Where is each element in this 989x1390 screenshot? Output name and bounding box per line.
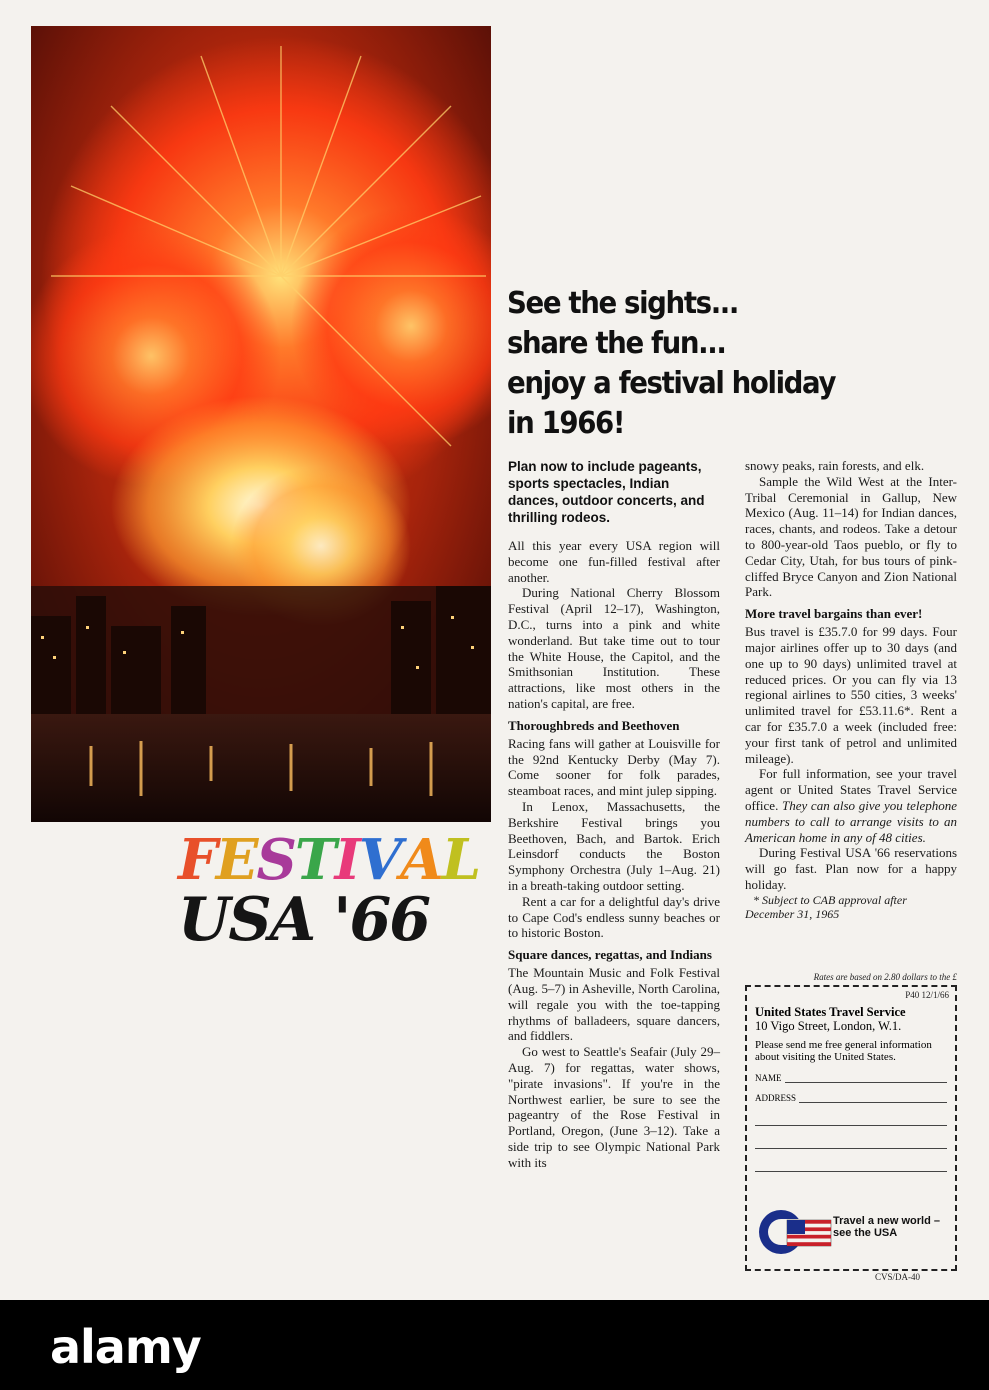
body-column-right bbox=[745, 458, 957, 921]
paragraph: In Lenox, Massachusetts, the Berkshire Festival brings you Beethoven, Bach, and Bartok. Erich Leinsdorf conducts the Boston Symphony Orchestra (July 1–Aug. 21) in a breath-taking outdoor setting. bbox=[508, 798, 720, 893]
paragraph: Bus travel is £35.7.0 for 99 days. Four major airlines offer up to 30 days (and one up to 90 days) unlimited travel at reduced prices. Or you can fly via 13 regional airlines to 550 cities, 3 weeks' unlimited travel for £53.11.6*. Rent a car for £35.7.0 a week (included free: your first tank of petrol and unlimited mileage). bbox=[745, 624, 957, 766]
headline-line-3: enjoy a festival holiday bbox=[507, 366, 836, 401]
festival-letter: A bbox=[400, 827, 442, 893]
paragraph: During Festival USA '66 reservations will go fast. Plan now for a happy holiday. bbox=[745, 845, 957, 892]
us-flag-icon bbox=[787, 1220, 831, 1246]
paragraph: snowy peaks, rain forests, and elk. bbox=[745, 458, 925, 473]
subheading: Thoroughbreds and Beethoven bbox=[508, 717, 680, 733]
subheading: Square dances, regattas, and Indians bbox=[508, 947, 712, 963]
fireworks-photo bbox=[31, 26, 491, 822]
slogan-line-1: Travel a new world – bbox=[833, 1215, 940, 1227]
usts-emblem bbox=[757, 1205, 947, 1259]
footer-code: CVS/DA-40 bbox=[875, 1272, 921, 1282]
usa-66-wordmark: USA '66 bbox=[178, 885, 429, 955]
festival-letter: F bbox=[178, 827, 216, 893]
paragraph: During National Cherry Blossom Festival (April 12–17), Washington, D.C., turns into a pink and white wonderland. But take time out to tour the White House, the Capitol, and the Smithsonian Institution. These attractions, like most others in the nation's capital, are free. bbox=[508, 585, 720, 711]
festival-usa-66-logo bbox=[178, 827, 498, 955]
headline-line-1: See the sights... bbox=[507, 286, 739, 321]
address-line[interactable] bbox=[755, 1103, 947, 1126]
paragraph: Racing fans will gather at Louisville for the 92nd Kentucky Derby (May 7). Come sooner for folk parades, steamboat races, and mint julep sipping. bbox=[508, 735, 720, 799]
paragraph-plain: For full information, see your travel agent or United States Travel Service office. bbox=[745, 766, 957, 813]
headline-line-2: share the fun... bbox=[507, 326, 726, 361]
festival-letter: I bbox=[334, 827, 359, 893]
festival-letter: T bbox=[294, 827, 335, 893]
festival-letter: V bbox=[358, 827, 401, 893]
address-line[interactable] bbox=[755, 1149, 947, 1172]
watermark-bar bbox=[0, 1300, 989, 1390]
coupon-code: P40 12/1/66 bbox=[905, 990, 949, 1000]
headline-line-4: in 1966! bbox=[507, 406, 625, 441]
slogan bbox=[833, 1215, 940, 1239]
coupon-address: 10 Vigo Street, London, W.1. bbox=[755, 1019, 902, 1033]
reply-coupon[interactable] bbox=[745, 985, 957, 1271]
rates-note: Rates are based on 2.80 dollars to the £ bbox=[813, 972, 957, 982]
name-line[interactable] bbox=[785, 1073, 948, 1083]
address-field[interactable] bbox=[755, 1093, 947, 1103]
festival-letter: S bbox=[256, 827, 295, 893]
festival-letter: L bbox=[441, 827, 480, 893]
watermark-logo: alamy bbox=[50, 1320, 201, 1374]
paragraph: Rent a car for a delightful day's drive to Cape Cod's endless sunny beaches or to historic Boston. bbox=[508, 893, 720, 941]
paragraph-italic: They can also give you telephone numbers to call to arrange visits to an American home in any of 48 cities. bbox=[745, 797, 957, 845]
subheading: More travel bargains than ever! bbox=[745, 606, 923, 622]
festival-wordmark bbox=[178, 827, 498, 893]
paragraph: All this year every USA region will become one fun-filled festival after another. bbox=[508, 538, 720, 585]
footnote: * Subject to CAB approval after December 31, 1965 bbox=[745, 892, 907, 921]
name-field[interactable] bbox=[755, 1073, 947, 1083]
name-label: NAME bbox=[755, 1073, 782, 1083]
body-column-left bbox=[508, 458, 720, 1170]
paragraph: The Mountain Music and Folk Festival (Aug. 5–7) in Asheville, North Carolina, will regale you with the toe-tapping rhythms of balladeers, square dancers, and fiddlers. bbox=[508, 965, 720, 1044]
fireworks-image bbox=[31, 26, 491, 822]
paragraph bbox=[745, 766, 957, 845]
coupon-request: Please send me free general information about visiting the United States. bbox=[755, 1039, 932, 1063]
headline bbox=[507, 284, 836, 444]
coupon-organization: United States Travel Service bbox=[755, 1005, 906, 1019]
intro-text: Plan now to include pageants, sports spectacles, Indian dances, outdoor concerts, and thrilling rodeos. bbox=[508, 459, 705, 525]
paragraph: Sample the Wild West at the Inter-Tribal Ceremonial in Gallup, New Mexico (Aug. 11–14) for Indian dances, races, chants, and rodeos. Take a detour to 800-year-old Taos pueblo, or fly to Cedar City, Utah, for bus tours of pink-cliffed Bryce Canyon and Zion National Park. bbox=[745, 473, 957, 600]
address-line[interactable] bbox=[799, 1093, 947, 1103]
address-line[interactable] bbox=[755, 1126, 947, 1149]
slogan-line-2: see the USA bbox=[833, 1227, 898, 1239]
paragraph: Go west to Seattle's Seafair (July 29–Aug. 7) for regattas, water shows, "pirate invasions". If you're in the Northwest earlier, be sure to see the pageantry of the Rose Festival in Portland, Oregon, (June 3–12). Take a side trip to see Olympic National Park with its bbox=[508, 1044, 720, 1170]
festival-letter: E bbox=[215, 827, 257, 893]
address-label: ADDRESS bbox=[755, 1093, 797, 1103]
usts-logo-icon bbox=[757, 1205, 833, 1259]
